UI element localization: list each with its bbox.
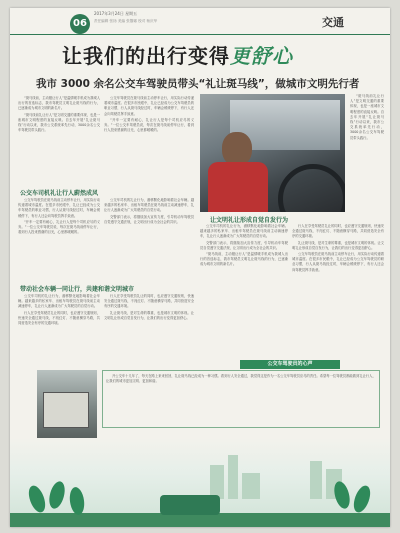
article-column-1 bbox=[18, 96, 100, 184]
paragraph: “开车一定要有耐心，礼让行人是每个司机应尽的义务。”一位公交车驾驶员说，每次在斑马线前停车让行，看到行人投来感谢的目光，心里都暖暖的。 bbox=[18, 219, 100, 235]
sidebar-box-text: 开公交车十几年了，每天在路上来来回回，礼让斑马线已经成为一种习惯。看到行人安全通过，我觉得这是作为一名公交车驾驶员应尽的责任。希望每一位驾驶员都能做到礼让行人，让我们的城市更加文明、更加和谐。 bbox=[106, 374, 376, 383]
sidebar-box-title: 公交车驾驶员的心声 bbox=[240, 360, 340, 369]
paragraph: 行人在享受驾驶员礼让的同时，也应遵守交通规则，快速安全通过斑马线，不闯红灯、不随意横穿马路，共同营造安全有序的交通环境。 bbox=[18, 310, 100, 326]
paragraph: “斑马线前，主动避让行人”是温情暖手机成为我城人出行的首选标志，我市驾驶员文明礼让斑马线的行为，已逐渐成为城市文明的新名片。 bbox=[200, 252, 288, 267]
headline bbox=[62, 40, 293, 69]
paragraph: 公交车驾驶员在斑马线前主动停车让行，用实际行动传递着城市温度。在很多市民眼中，礼让已经成为公交车驾驶员的职业习惯，行人从斑马线经过时，车辆会缓缓停下，有行人还会向驾驶员挥手致意。 bbox=[104, 96, 194, 116]
headline-main: 让我们的出行变得 bbox=[62, 44, 230, 68]
building-shape bbox=[228, 455, 238, 499]
article-column-2b bbox=[104, 198, 194, 280]
subtitle: 我市 3000 余名公交车驾驶员带头“礼让斑马线”，做城市文明先行者 bbox=[36, 78, 360, 90]
paragraph: 交警部门表示，将继续加大宣传力度，引导机动车驾驶员自觉遵守交通法规，让文明出行成为全社会的共识。 bbox=[200, 240, 288, 250]
article-column-2 bbox=[104, 96, 194, 184]
leaf-shape bbox=[351, 483, 374, 514]
building-shape bbox=[310, 461, 322, 499]
paragraph: 礼让斑马线，是对生命的尊重，也是城市文明的体现。让文明礼让形成自觉自发行为，让我们的出行变得更加舒心。 bbox=[104, 310, 194, 320]
article-column-2c bbox=[104, 294, 194, 356]
leaf-shape bbox=[47, 480, 68, 511]
article-column-4 bbox=[292, 224, 384, 356]
paragraph: 公交车驾驶员在斑马线前主动停车让行，用实际行动传递着城市温度。在很多市民眼中，礼让已经成为公交车驾驶员的职业习惯，行人从斑马线经过时，车辆会缓缓停下，有行人还会向驾驶员挥手致意。 bbox=[292, 252, 384, 272]
subhead-a: 公交车司机礼让行人蔚然成风 bbox=[20, 190, 99, 197]
section-number-badge: 06 bbox=[70, 14, 90, 34]
newspaper-page bbox=[10, 8, 390, 527]
paragraph: 公交车司机的礼让行为，潜移默化地影响着社会车辆。越来越多的私家车、出租车驾驶员在斑马线前主动减速停车，礼让行人逐渐成为广大驾驶员的自觉行动。 bbox=[104, 198, 194, 213]
paragraph: 行人在享受驾驶员礼让的同时，也应遵守交通规则，快速安全通过斑马线，不闯红灯、不随意横穿马路，共同营造安全有序的交通环境。 bbox=[292, 224, 384, 239]
subhead-b: 带动社会车辆一同让行，共建和谐文明城市 bbox=[20, 286, 135, 293]
article-column-1c bbox=[18, 294, 100, 356]
article-column-1b bbox=[18, 198, 100, 280]
decorative-city-footer bbox=[10, 438, 390, 527]
leaf-shape bbox=[26, 483, 49, 514]
paragraph: “斑马线前礼让行人”是文明交通的重要体现，也是一座城市文明程度的直接反映。自去年开展“礼让斑马线”行动以来，我市公交系统率先行动，3000余名公交车驾驶员带头践行。 bbox=[350, 94, 384, 140]
building-shape bbox=[242, 473, 260, 499]
article-column-right bbox=[350, 94, 384, 212]
sidebar-box bbox=[102, 370, 380, 428]
paragraph: 公交车司机的礼让行为，潜移默化地影响着社会车辆。越来越多的私家车、出租车驾驶员在斑马线前主动减速停车，礼让行人逐渐成为广大驾驶员的自觉行动。 bbox=[200, 224, 288, 239]
subhead-c: 让文明礼让形成自觉自发行为 bbox=[210, 217, 289, 224]
page-header bbox=[10, 8, 390, 35]
leaf-shape bbox=[68, 486, 86, 516]
leaf-shape bbox=[332, 480, 353, 511]
headline-accent: 更舒心 bbox=[230, 44, 293, 68]
section-name: 交通 bbox=[322, 16, 344, 29]
ground-strip bbox=[10, 513, 390, 527]
building-shape bbox=[210, 465, 224, 499]
paragraph: 公交车驾驶员在斑马线前主动停车让行，用实际行动传递着城市温度。在很多市民眼中，礼让已经成为公交车驾驶员的职业习惯，行人从斑马线经过时，车辆会缓缓停下，有行人还会向驾驶员挥手致意。 bbox=[18, 198, 100, 218]
paragraph: 礼让斑马线，是对生命的尊重，也是城市文明的体现。让文明礼让形成自觉自发行为，让我们的出行变得更加舒心。 bbox=[292, 240, 384, 250]
street-photo bbox=[37, 370, 97, 438]
steering-wheel bbox=[278, 164, 345, 212]
paragraph: “开车一定要有耐心，礼让行人是每个司机应尽的义务。”一位公交车驾驶员说，每次在斑马线前停车让行，看到行人投来感谢的目光，心里都暖暖的。 bbox=[104, 117, 194, 133]
driver-head bbox=[222, 132, 252, 166]
bus-figure bbox=[43, 392, 89, 428]
article-column-3 bbox=[200, 224, 288, 356]
editor-credits: 责任编辑 张扬 美编 张馨娜 校对 杨庆华 bbox=[94, 19, 158, 23]
paragraph: “斑马线前礼让行人”是文明交通的重要体现，也是一座城市文明程度的直接反映。自去年开展“礼让斑马线”行动以来，我市公交系统率先行动，3000余名公交车驾驶员带头践行。 bbox=[18, 112, 100, 133]
issue-date: 2017年3月24日 星期五 bbox=[94, 11, 138, 16]
bus-driver-photo bbox=[200, 94, 345, 212]
paragraph: 交警部门表示，将继续加大宣传力度，引导机动车驾驶员自觉遵守交通法规，让文明出行成为全社会的共识。 bbox=[104, 214, 194, 224]
driver-uniform bbox=[208, 162, 268, 212]
paragraph: 公交车司机的礼让行为，潜移默化地影响着社会车辆。越来越多的私家车、出租车驾驶员在斑马线前主动减速停车，礼让行人逐渐成为广大驾驶员的自觉行动。 bbox=[18, 294, 100, 309]
paragraph: “斑马线前，主动避让行人”是温情暖手机成为我城人出行的首选标志，我市驾驶员文明礼让斑马线的行为，已逐渐成为城市文明的新名片。 bbox=[18, 96, 100, 111]
bus-silhouette bbox=[160, 495, 220, 515]
paragraph: 行人在享受驾驶员礼让的同时，也应遵守交通规则，快速安全通过斑马线，不闯红灯、不随意横穿马路，共同营造安全有序的交通环境。 bbox=[104, 294, 194, 309]
